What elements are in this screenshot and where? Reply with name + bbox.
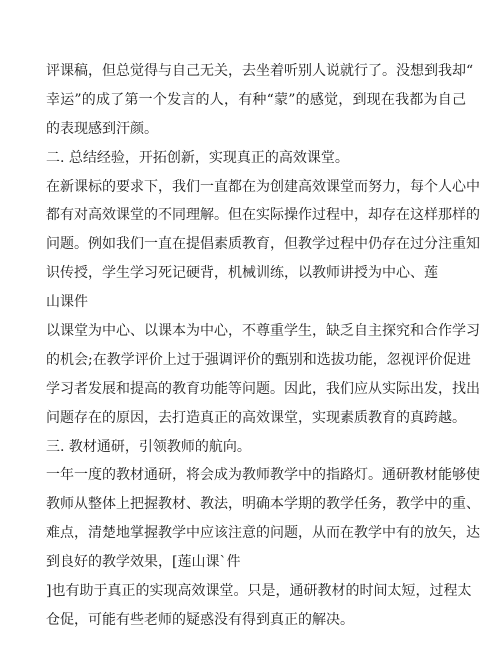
body-line: 到良好的教学效果，[莲山课`件 (46, 554, 241, 571)
body-line: 一年一度的教材通研，将会成为教师教学中的指路灯。通研教材能够使 (46, 467, 480, 484)
body-line: 在新课标的要求下，我们一直都在为创建高效课堂而努力，每个人心中 (46, 178, 480, 195)
body-line: 学习者发展和提高的教育功能等问题。因此，我们应从实际出发，找出 (46, 380, 480, 397)
body-line: 问题。例如我们一直在提倡素质教育，但教学过程中仍存在过分注重知 (46, 236, 480, 253)
body-line: 都有对高效课堂的不同理解。但在实际操作过程中，却存在这样那样的 (46, 207, 480, 224)
body-line: 山课件 (46, 294, 88, 311)
body-line: 问题存在的原因，去打造真正的高效课堂，实现素质教育的真跨越。 (46, 409, 466, 426)
body-line: 难点，清楚地掌握教学中应该注意的问题，从而在教学中有的放矢，达 (46, 525, 480, 542)
document-body (46, 57, 480, 635)
section-heading: 三. 教材通研，引领教师的航向。 (46, 438, 251, 455)
body-line: 幸运”的成了第一个发言的人，有种“蒙”的感觉，到现在我都为自己 (46, 91, 466, 108)
body-line: ]也有助于真正的实现高效课堂。只是，通研教材的时间太短，过程太 (46, 583, 472, 600)
body-line: 评课稿，但总觉得与自己无关，去坐着听别人说就行了。没想到我却“ (46, 63, 474, 79)
body-line: 的表现感到汗颜。 (46, 120, 158, 137)
body-line: 识传授，学生学习死记硬背，机械训练，以教师讲授为中心、莲 (46, 265, 438, 282)
section-heading: 二. 总结经验，开拓创新，实现真正的高效课堂。 (46, 149, 349, 166)
body-line: 仓促，可能有些老师的疑惑没有得到真正的解决。 (46, 611, 354, 628)
body-line: 的机会;在教学评价上过于强调评价的甄别和选拔功能，忽视评价促进 (46, 351, 471, 368)
body-line: 教师从整体上把握教材、教法，明确本学期的教学任务，教学中的重、 (46, 496, 480, 513)
body-line: 以课堂为中心、以课本为中心，不尊重学生，缺乏自主探究和合作学习 (46, 323, 480, 340)
